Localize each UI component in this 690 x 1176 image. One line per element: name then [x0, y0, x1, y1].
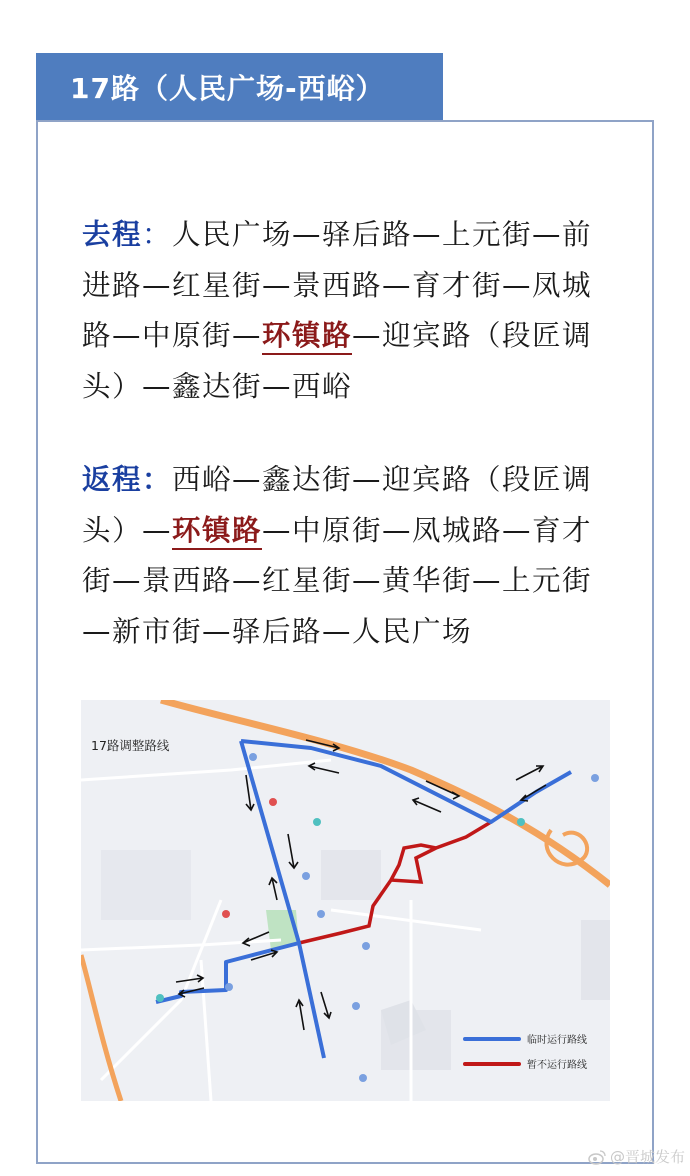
map-block [581, 920, 610, 1000]
legend-swatch-blue [463, 1037, 521, 1041]
map-title: 17路调整路线 [91, 738, 170, 753]
outbound-stops-part1: 人民广场—驿后路—上元街—前进路—红星街—景西路—育才街—凤城路—中原街— [82, 218, 593, 352]
legend-label-suspended: 暂不运行路线 [527, 1060, 587, 1071]
outbound-label: 去程 [82, 218, 143, 251]
return-label: 返程： [82, 463, 173, 496]
return-stops-part1: 西峪—鑫达街—迎宾路（段匠调头）— [82, 463, 593, 547]
return-stops-part2: —中原街—凤城路—育才街—景西路—红星街—黄华街—上元街—新市街—驿后路—人民广场 [82, 513, 593, 648]
legend-item-temp [463, 1026, 587, 1051]
route-title: 17路（人民广场-西峪） [70, 71, 385, 105]
outbound-highlight-road: 环镇路 [262, 319, 352, 355]
legend-label-temp: 临时运行路线 [527, 1035, 587, 1046]
outbound-route [82, 210, 618, 412]
map-block [321, 850, 381, 900]
page-title [36, 53, 443, 120]
legend-swatch-red [463, 1062, 521, 1066]
return-route [82, 455, 618, 657]
legend-item-suspended [463, 1051, 587, 1076]
map-block [101, 850, 191, 920]
watermark [588, 1146, 685, 1167]
route-map [81, 700, 610, 1101]
weibo-icon [588, 1149, 606, 1165]
map-legend [463, 1026, 587, 1076]
watermark-text: @晋城发布 [610, 1148, 686, 1166]
return-highlight-road: 环镇路 [172, 514, 262, 550]
outbound-colon: ： [142, 218, 173, 251]
outbound-stops-part2: —迎宾路（段匠调头）—鑫达街—西峪 [82, 319, 593, 403]
